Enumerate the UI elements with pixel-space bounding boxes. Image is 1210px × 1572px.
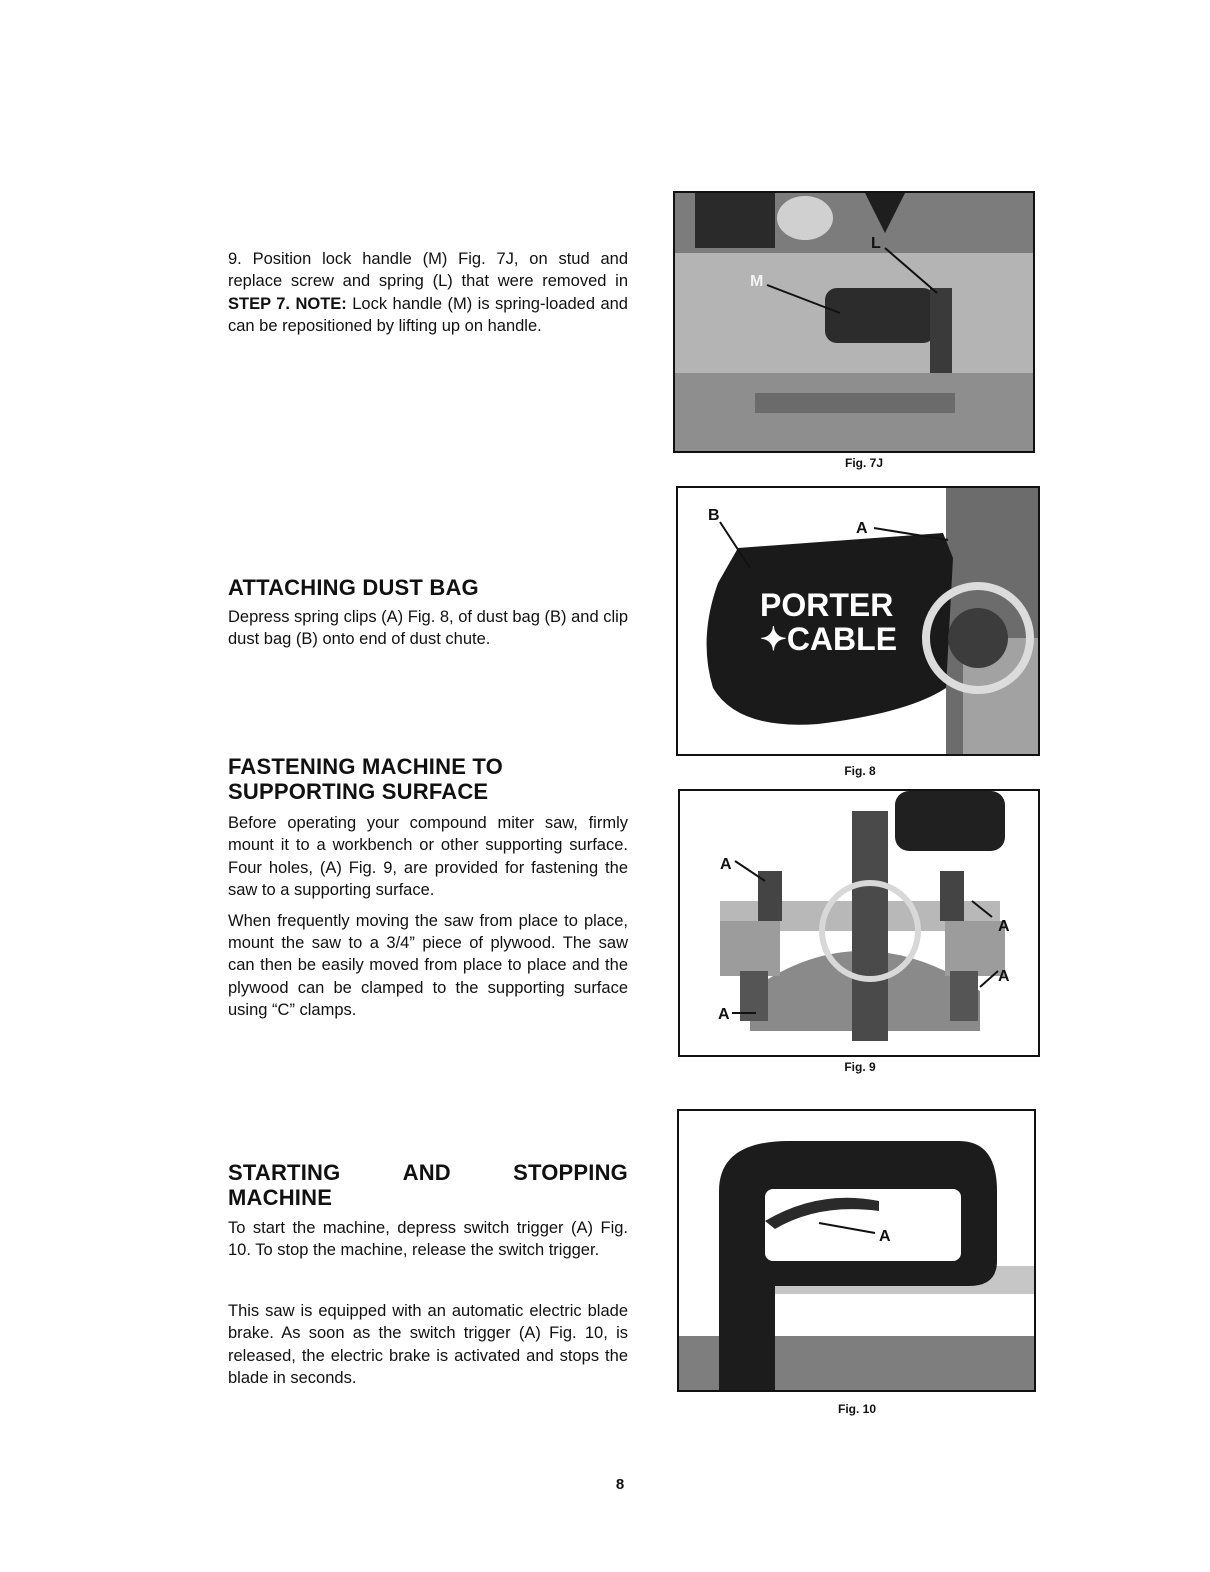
fastening-heading: FASTENING MACHINE TO SUPPORTING SURFACE [228, 754, 503, 804]
starting-paragraph-1: To start the machine, depress switch trigger (A) Fig. 10. To stop the machine, release the switch trigger. [228, 1219, 628, 1260]
figure-10-photo [677, 1109, 1036, 1392]
fastening-section [228, 754, 628, 1022]
fig9-label-a-right-upper: A [998, 918, 1010, 935]
figure-7j-photo [673, 191, 1035, 453]
fig10-label-a: A [879, 1228, 891, 1245]
starting-section [228, 1160, 628, 1389]
fig8-label-b: B [708, 507, 720, 524]
figure-9-caption: Fig. 9 [844, 1060, 876, 1074]
fastening-paragraph-2: When frequently moving the saw from place to place, mount the saw to a 3/4” piece of plywood. The saw can then be easily moved from place to place and the plywood can be clamped to the supporting surface using “C” clamps. [228, 911, 628, 1020]
fig9-label-a-right-lower: A [998, 968, 1010, 985]
fig9-label-a-bottom-left: A [718, 1006, 730, 1023]
fastening-paragraph-1: Before operating your compound miter saw, firmly mount it to a workbench or other supporting surface. Four holes, (A) Fig. 9, are provided for fastening the saw to a supporting surface. [228, 814, 628, 900]
fig7j-label-l: L [871, 235, 881, 252]
dust-bag-text: Depress spring clips (A) Fig. 8, of dust bag (B) and clip dust bag (B) onto end of dust chute. [228, 608, 628, 649]
starting-paragraph-2: This saw is equipped with an automatic electric blade brake. As soon as the switch trigger (A) Fig. 10, is released, the electric brake is activated and stops the blade in seconds. [228, 1301, 628, 1388]
figure-8-caption: Fig. 8 [844, 764, 876, 778]
figure-8-photo [676, 486, 1040, 756]
page-number: 8 [615, 1476, 625, 1493]
step-number: 9. [228, 250, 242, 268]
fig8-brand-line-1: PORTER [760, 587, 894, 623]
figure-10-caption: Fig. 10 [837, 1402, 876, 1416]
fig9-label-a-top-left: A [720, 856, 732, 873]
figure-7j-caption: Fig. 7J [844, 456, 883, 470]
figure-9-photo [678, 789, 1040, 1057]
starting-heading: STARTING AND STOPPING MACHINE [228, 1160, 628, 1210]
dust-bag-section [228, 575, 628, 651]
step-9-paragraph: 9. Position lock handle (M) Fig. 7J, on stud and replace screw and spring (L) that were removed in STEP 7. NOTE: Lock handle (M) is spring-loaded and can be repositioned by lifting up on handle. [228, 250, 628, 336]
fig8-brand-line-2: ✦CABLE [760, 621, 898, 657]
dust-bag-heading: ATTACHING DUST BAG [228, 575, 479, 600]
fig7j-label-m: M [750, 273, 764, 290]
fig8-label-a: A [856, 520, 868, 537]
